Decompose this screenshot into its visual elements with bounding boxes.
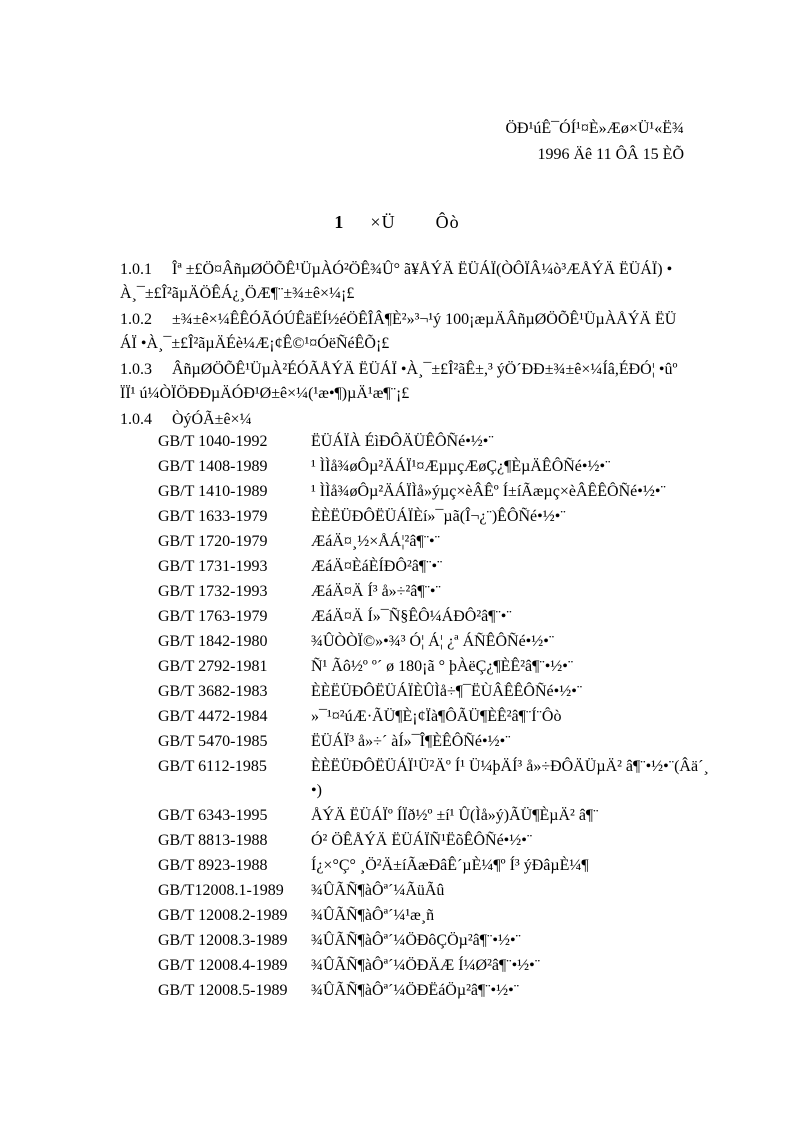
list-item (158, 954, 718, 978)
standard-title: ÈÈËÜÐÔËÜÁÏÈÛÌå÷¶¯ËÙÂÊÊÔÑé•½•¨ (311, 683, 583, 700)
list-item (158, 929, 718, 953)
clause (120, 408, 680, 432)
section-title-part1: ×Ü (370, 212, 396, 232)
clause (120, 308, 680, 356)
standard-title: Ó² ÖÊÅÝÄ ËÜÁÏÑ¹ËõÊÔÑé•½•¨ (311, 832, 533, 849)
list-item (158, 755, 718, 803)
list-item (158, 680, 718, 704)
standard-title: ËÜÁÏÀ ÉìÐÔÄÜÊÔÑé•½•¨ (311, 433, 494, 450)
standard-code: GB/T 12008.2-1989 (158, 907, 288, 924)
document-header (184, 116, 684, 168)
list-item (158, 829, 718, 853)
standard-code: GB/T 1731-1993 (158, 558, 268, 575)
standard-code: GB/T 6112-1985 (158, 758, 267, 775)
list-item (158, 655, 718, 679)
standard-code: GB/T 8813-1988 (158, 832, 268, 849)
standard-title: ËÜÁÏ³ å»÷´ àÍ»¯Î¶ÈÊÔÑé•½•¨ (311, 733, 511, 750)
clause-number: 1.0.4 (120, 411, 152, 428)
standard-code: GB/T 1732-1993 (158, 583, 268, 600)
standard-title: ÆáÄ¤¸½×ÅÁ¦²â¶¨•¨ (311, 533, 440, 550)
clause (120, 358, 680, 406)
list-item (158, 904, 718, 928)
standard-title: ¾ÛÒÒÏ©»•¾³ Ó¦ Á¦ ¿ª ÁÑÊÔÑé•½•¨ (311, 633, 555, 650)
list-item (158, 455, 718, 479)
standard-code: GB/T 6343-1995 (158, 807, 268, 824)
clause-text: ÒýÓÃ±ê×¼ (172, 411, 252, 428)
list-item (158, 530, 718, 554)
standard-code: GB/T 1763-1979 (158, 608, 268, 625)
standard-code: GB/T 12008.3-1989 (158, 932, 288, 949)
clause-text: ÂñµØÖÕÊ¹ÜµÀ²ÉÓÃÅÝÄ ËÜÁÏ •À¸¯±£Î²ãÊ±,³ ýÖ´ÐÐ±¾±ê×¼Íâ,ÉÐÓ¦ •ûºÏÏ¹ ú¼ÒÏÖÐÐµÄÓÐ¹Ø±ê×¼(¹æ•¶)µÄ¹æ¶¨¡£ (120, 361, 678, 402)
standard-title: ÈÈËÜÐÔËÜÁÏ¹Ü²Äº Í¹ Ü¼þÄÍ³ å»÷ÐÔÄÜµÄ² â¶¨•½•¨(Âä´¸•) (311, 758, 709, 799)
standard-code: GB/T 12008.4-1989 (158, 957, 288, 974)
standard-code: GB/T 2792-1981 (158, 658, 268, 675)
standard-code: GB/T 4472-1984 (158, 708, 268, 725)
standard-code: GB/T 1842-1980 (158, 633, 268, 650)
clause-number: 1.0.1 (120, 261, 152, 278)
list-item (158, 505, 718, 529)
list-item (158, 430, 718, 454)
issuer-name: ÖÐ¹úÊ¯ÓÍ¹¤È»Æø×Ü¹«Ë¾ (505, 120, 684, 137)
standard-title: ÆáÄ¤Ä Í³ å»÷²â¶¨•¨ (311, 583, 441, 600)
list-item (158, 804, 718, 828)
standard-title: »¯¹¤²úÆ·ÃÜ¶È¡¢Ïà¶ÔÃÜ¶ÈÊ²â¶¨Í¨Ôò (311, 708, 562, 725)
standard-title: ¾ÛÃÑ¶àÔª´¼ÖÐôÇÖµ²â¶¨•½•¨ (311, 932, 521, 949)
standard-code: GB/T 12008.5-1989 (158, 982, 288, 999)
list-item (158, 580, 718, 604)
standard-code: GB/T 1040-1992 (158, 433, 268, 450)
standard-code: GB/T 1408-1989 (158, 458, 268, 475)
section-title (0, 212, 794, 233)
standard-title: ¹ ÌÌå¾øÔµ²ÄÁÏÌå»ýµç×èÂÊº Í±íÃæµç×èÂÊÊÔÑé•½•¨ (311, 483, 666, 500)
standard-title: ÆáÄ¤ÈáÈÍÐÔ²â¶¨•¨ (311, 558, 443, 575)
section-number: 1 (334, 212, 345, 232)
standard-title: ¹ ÌÌå¾øÔµ²ÄÁÏ¹¤ÆµµçÆøÇ¿¶ÈµÄÊÔÑé•½•¨ (311, 458, 611, 475)
clause (120, 258, 680, 306)
standard-title: Í¿×°Ç° ¸Ö²Ä±íÃæÐâÊ´µÈ¼¶º Í³ ýÐâµÈ¼¶ (311, 857, 589, 874)
list-item (158, 854, 718, 878)
standard-code: GB/T 3682-1983 (158, 683, 268, 700)
standard-code: GB/T 8923-1988 (158, 857, 268, 874)
standard-code: GB/T 1410-1989 (158, 483, 268, 500)
reference-standards-list (158, 430, 718, 1004)
standard-code: GB/T 5470-1985 (158, 733, 268, 750)
list-item (158, 480, 718, 504)
clause-number: 1.0.3 (120, 361, 152, 378)
clause-number: 1.0.2 (120, 311, 152, 328)
standard-title: ¾ÛÃÑ¶àÔª´¼ÖÐËáÖµ²â¶¨•½•¨ (311, 982, 520, 999)
list-item (158, 730, 718, 754)
list-item (158, 630, 718, 654)
section-title-part2: Ôò (435, 212, 460, 232)
standard-title: ¾ÛÃÑ¶àÔª´¼¹æ¸ñ (311, 907, 435, 924)
standard-title: ¾ÛÃÑ¶àÔª´¼ÃüÃû (311, 882, 445, 899)
clause-text: ±¾±ê×¼ÊÊÓÃÓÚÊäËÍ½éÖÊÎÂ¶È²»³¬¹ý 100¡æµÄÂñµØÖÕÊ¹ÜµÀÅÝÄ ËÜÁÏ •À¸¯±£Î²ãµÄÉè¼Æ¡¢Ê©¹¤ÓëÑéÊÕ¡£ (120, 311, 677, 352)
standard-code: GB/T 1633-1979 (158, 508, 268, 525)
issue-date: 1996 Äê 11 ÔÂ 15 ÈÕ (537, 146, 684, 163)
standard-title: ÈÈËÜÐÔËÜÁÏÈí»¯µã(Î¬¿¨)ÊÔÑé•½•¨ (311, 508, 566, 525)
standard-code: GB/T12008.1-1989 (158, 882, 284, 899)
clause-list (120, 258, 680, 434)
list-item (158, 879, 718, 903)
list-item (158, 979, 718, 1003)
list-item (158, 555, 718, 579)
clause-text: Îª ±£Ö¤ÂñµØÖÕÊ¹ÜµÀÓ²ÖÊ¾Û° ã¥ÅÝÄ ËÜÁÏ(ÒÔÏÂ¼ò³ÆÅÝÄ ËÜÁÏ) •À¸¯±£Î²ãµÄÖÊÁ¿¸ÖÆ¶¨±¾±ê×¼¡£ (120, 261, 673, 302)
standard-title: ÆáÄ¤Ä Í»¯Ñ§ÊÔ¼ÁÐÔ²â¶¨•¨ (311, 608, 512, 625)
standard-code: GB/T 1720-1979 (158, 533, 268, 550)
standard-title: ÅÝÄ ËÜÁÏº ÍÏð½º ±í¹ Û(Ìå»ý)ÃÜ¶ÈµÄ² â¶¨ (311, 807, 599, 824)
standard-title: Ñ¹ Ãô½º º´ ø 180¡ã ° þÀëÇ¿¶ÈÊ²â¶¨•½•¨ (311, 658, 574, 675)
list-item (158, 705, 718, 729)
standard-title: ¾ÛÃÑ¶àÔª´¼ÖÐÄÆ Í¼Ø²â¶¨•½•¨ (311, 957, 541, 974)
list-item (158, 605, 718, 629)
